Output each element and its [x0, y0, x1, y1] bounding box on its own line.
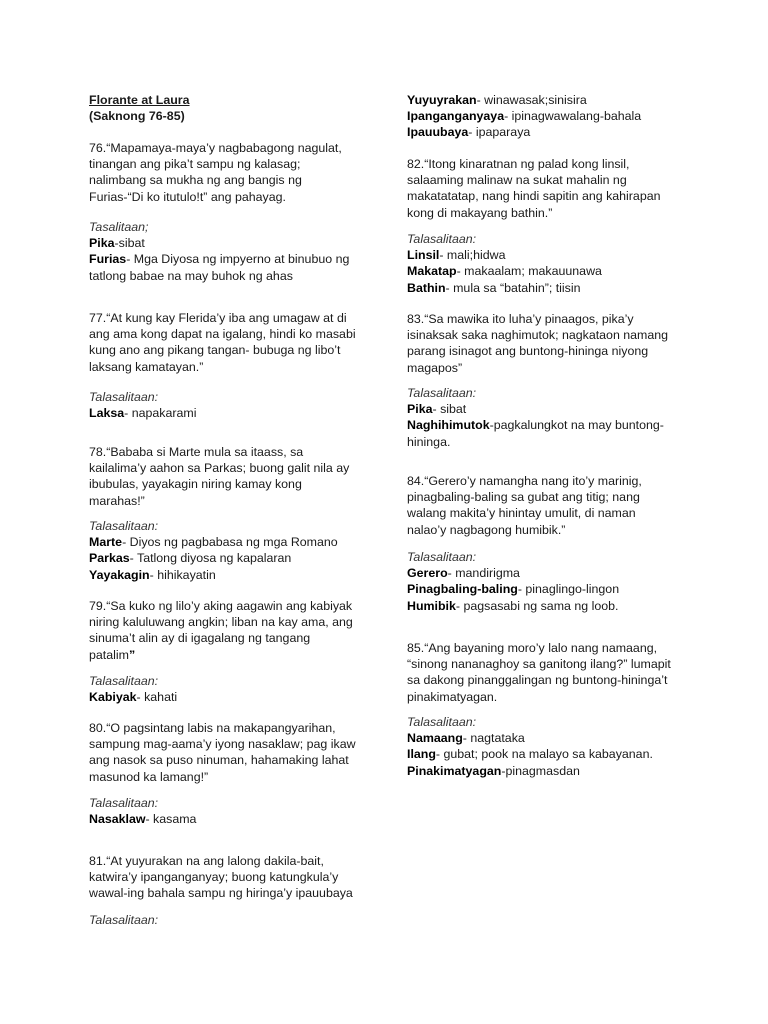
stanza-line: makatatatap, nang hindi sapitin ang kahirapan [407, 189, 661, 204]
glossary-81-continued [407, 92, 697, 141]
glossary-definition: - hihikayatin [149, 567, 216, 582]
stanza-line: pinakimatyagan. [407, 689, 498, 704]
stanza-line: walang makita’y hinintay umulit, di naman [407, 506, 636, 521]
glossary-header: Talasalitaan: [89, 390, 159, 404]
glossary-85 [407, 714, 697, 779]
glossary-entry [407, 763, 697, 779]
stanza-line: sinuma’t alin ay di igagalang ng tangang [89, 631, 311, 646]
glossary-entry [89, 689, 379, 705]
document-subtitle: (Saknong 76-85) [89, 109, 185, 124]
stanza-line: ang nasok sa puso ninuman, hahamaking lahat [89, 753, 349, 768]
glossary-84 [407, 549, 697, 614]
glossary-term: Ipauubaya [407, 125, 469, 140]
glossary-term: Furias [89, 252, 127, 267]
stanza-line: 80.“O pagsintang labis na makapangyarihan, [89, 721, 336, 735]
glossary-header: Tasalitaan; [89, 220, 149, 234]
glossary-77 [89, 389, 379, 421]
closing-quote: ” [128, 647, 136, 662]
glossary-entry [407, 401, 697, 417]
glossary-header: Talasalitaan: [89, 519, 159, 533]
glossary-entry [89, 567, 379, 583]
glossary-entry [89, 534, 379, 550]
glossary-term: Gerero [407, 566, 448, 581]
glossary-term: Marte [89, 535, 123, 550]
glossary-entry [407, 730, 697, 746]
glossary-term: Yayakagin [89, 567, 150, 582]
glossary-entry [407, 280, 697, 296]
glossary-definition: - Tatlong diyosa ng kapalaran [129, 551, 292, 566]
stanza-line: katwira’y ipanganganyay; buong katungkula’y [89, 870, 339, 885]
stanza-85 [407, 640, 697, 705]
stanza-line: 85.“Ang bayaning moro’y lalo nang namaang, [407, 641, 658, 655]
glossary-term: Pinagbaling-baling [407, 582, 518, 597]
glossary-definition: - napakarami [124, 406, 197, 421]
stanza-76 [89, 140, 379, 205]
stanza-line: 84.“Gerero’y namangha nang ito’y marinig, [407, 474, 642, 488]
glossary-entry [407, 124, 697, 140]
stanza-78 [89, 444, 379, 509]
document-heading [89, 92, 379, 124]
glossary-entry [407, 598, 697, 614]
stanza-80 [89, 720, 379, 785]
glossary-term: Makatap [407, 264, 457, 279]
stanza-line: kailalima’y aahon sa Parkas; buong galit nila ay [89, 461, 350, 476]
document-title: Florante at Laura [89, 93, 190, 107]
glossary-definition: - pinaglingo-lingon [517, 582, 620, 597]
glossary-entry [407, 746, 697, 762]
glossary-term: Kabiyak [89, 690, 137, 705]
glossary-term: Namaang [407, 731, 463, 746]
glossary-term: Ilang [407, 747, 436, 762]
stanza-text: patalim [89, 647, 129, 662]
glossary-entry [89, 405, 379, 421]
stanza-81 [89, 853, 379, 902]
stanza-line: “sinong nananaghoy sa ganitong ilang?” lumapit [407, 657, 671, 672]
glossary-term: Yuyuyrakan [407, 93, 477, 107]
glossary-83 [407, 385, 697, 450]
stanza-line: 77.“At kung kay Flerida’y iba ang umagaw at di [89, 311, 347, 325]
glossary-definition: - kasama [145, 812, 197, 827]
glossary-definition: -pagkalungkot na may buntong- [489, 418, 664, 433]
glossary-continuation: tatlong babae na may buhok ng ahas [89, 268, 293, 283]
stanza-line: kong di makayang bathin.” [407, 205, 553, 220]
glossary-header: Talasalitaan: [89, 674, 159, 688]
stanza-line: wawal-ing bahala sampu ng hiringa’y ipauubaya [89, 886, 353, 901]
glossary-81 [89, 912, 379, 928]
stanza-line: nalao’y nagbagong humibik.” [407, 522, 566, 537]
stanza-line: ang ama kong dapat na igalang, hindi ko masabi [89, 327, 356, 342]
glossary-definition: - nagtataka [462, 731, 525, 746]
glossary-definition: - ipinagwawalang-bahala [504, 109, 642, 124]
glossary-continuation: hininga. [407, 434, 451, 449]
glossary-80 [89, 795, 379, 827]
stanza-line: sa dakong pinanggalingan ng buntong-hininga’t [407, 673, 668, 688]
stanza-line: 83.“Sa mawika ito luha’y pinaagos, pika’y [407, 312, 634, 326]
stanza-line [89, 647, 379, 663]
glossary-term: Nasaklaw [89, 812, 146, 827]
glossary-78 [89, 518, 379, 583]
glossary-definition: - mali;hidwa [439, 248, 506, 263]
glossary-definition: - Diyos ng pagbabasa ng mga Romano [122, 535, 338, 550]
glossary-header: Talasalitaan: [407, 715, 477, 729]
stanza-line: kung ano ang pikang tangan- bubuga ng libo’t [89, 343, 341, 358]
glossary-definition: - pagsasabi ng sama ng loob. [455, 598, 619, 613]
stanza-83 [407, 311, 697, 376]
glossary-definition: - Mga Diyosa ng impyerno at binubuo ng [126, 252, 350, 267]
glossary-definition: - mandirigma [447, 566, 520, 581]
stanza-line: salaaming malinaw na sukat mahalin ng [407, 173, 627, 188]
stanza-line: 82.“Itong kinaratnan ng palad kong linsil, [407, 157, 630, 171]
stanza-line: tinangan ang pika’t sampu ng kalasag; [89, 157, 301, 172]
glossary-term: Pika [407, 402, 433, 417]
glossary-definition: - kahati [136, 690, 178, 705]
stanza-line: niring kaluluwang angkin; liban na kay ama, ang [89, 615, 353, 630]
glossary-entry [407, 247, 697, 263]
glossary-entry [407, 417, 697, 433]
glossary-header: Talasalitaan: [407, 232, 477, 246]
stanza-line: masunod ka lamang!” [89, 769, 209, 784]
glossary-entry [407, 565, 697, 581]
glossary-entry [407, 263, 697, 279]
stanza-line: parang isinagot ang buntong-hininga niyong [407, 344, 649, 359]
stanza-line: 76.“Mapamaya-maya’y nagbabagong nagulat, [89, 141, 342, 155]
glossary-term: Naghihimutok [407, 418, 490, 433]
stanza-line: 81.“At yuyurakan na ang lalong dakila-bait, [89, 854, 324, 868]
glossary-term: Laksa [89, 406, 125, 421]
stanza-line: 79.“Sa kuko ng lilo’y aking aagawin ang kabiyak [89, 599, 353, 613]
glossary-definition: - makaalam; makauunawa [456, 264, 602, 279]
glossary-definition: - mula sa “batahin”; tiisin [445, 280, 581, 295]
stanza-77 [89, 310, 379, 375]
glossary-definition: - gubat; pook na malayo sa kabayanan. [435, 747, 653, 762]
glossary-entry [89, 550, 379, 566]
glossary-definition: - winawasak;sinisira [476, 93, 587, 107]
glossary-header: Talasalitaan: [89, 913, 159, 927]
stanza-line: Furias-“Di ko itutulo!t” ang pahayag. [89, 189, 286, 204]
glossary-header: Talasalitaan: [407, 386, 477, 400]
glossary-term: Parkas [89, 551, 130, 566]
glossary-term: Pika [89, 236, 115, 251]
stanza-line: ibubulas, yayakagin niring kamay kong [89, 477, 302, 492]
stanza-line: sampung mag-aama’y iyong nasaklaw; pag ikaw [89, 737, 356, 752]
stanza-line: marahas!” [89, 493, 145, 508]
glossary-definition: - sibat [432, 402, 467, 417]
glossary-79 [89, 673, 379, 705]
glossary-entry [89, 235, 379, 251]
stanza-line: nalimbang sa mukha ng ang bangis ng [89, 173, 302, 188]
stanza-line: 78.“Bababa si Marte mula sa itaass, sa [89, 445, 304, 459]
glossary-entry [407, 581, 697, 597]
stanza-line: magapos” [407, 360, 463, 375]
stanza-82 [407, 156, 697, 221]
glossary-definition: -sibat [114, 236, 145, 251]
glossary-term: Bathin [407, 280, 446, 295]
glossary-header: Talasalitaan: [407, 550, 477, 564]
glossary-term: Linsil [407, 248, 440, 263]
stanza-line: isinaksak saka naghimutok; nagkataon namang [407, 328, 669, 343]
stanza-84 [407, 473, 697, 538]
glossary-definition: - ipaparaya [468, 125, 531, 140]
glossary-entry [89, 251, 379, 267]
stanza-line: laksang kamatayan.” [89, 359, 204, 374]
glossary-82 [407, 231, 697, 296]
stanza-79 [89, 598, 379, 663]
glossary-definition: -pinagmasdan [501, 763, 580, 778]
glossary-entry [89, 811, 379, 827]
glossary-term: Ipanganganyaya [407, 109, 505, 124]
glossary-header: Talasalitaan: [89, 796, 159, 810]
glossary-76 [89, 219, 379, 284]
glossary-entry [407, 92, 697, 108]
glossary-term: Pinakimatyagan [407, 763, 502, 778]
glossary-term: Humibik [407, 598, 456, 613]
stanza-line: pinagbaling-baling sa gubat ang titig; nang [407, 490, 640, 505]
glossary-entry [407, 108, 697, 124]
